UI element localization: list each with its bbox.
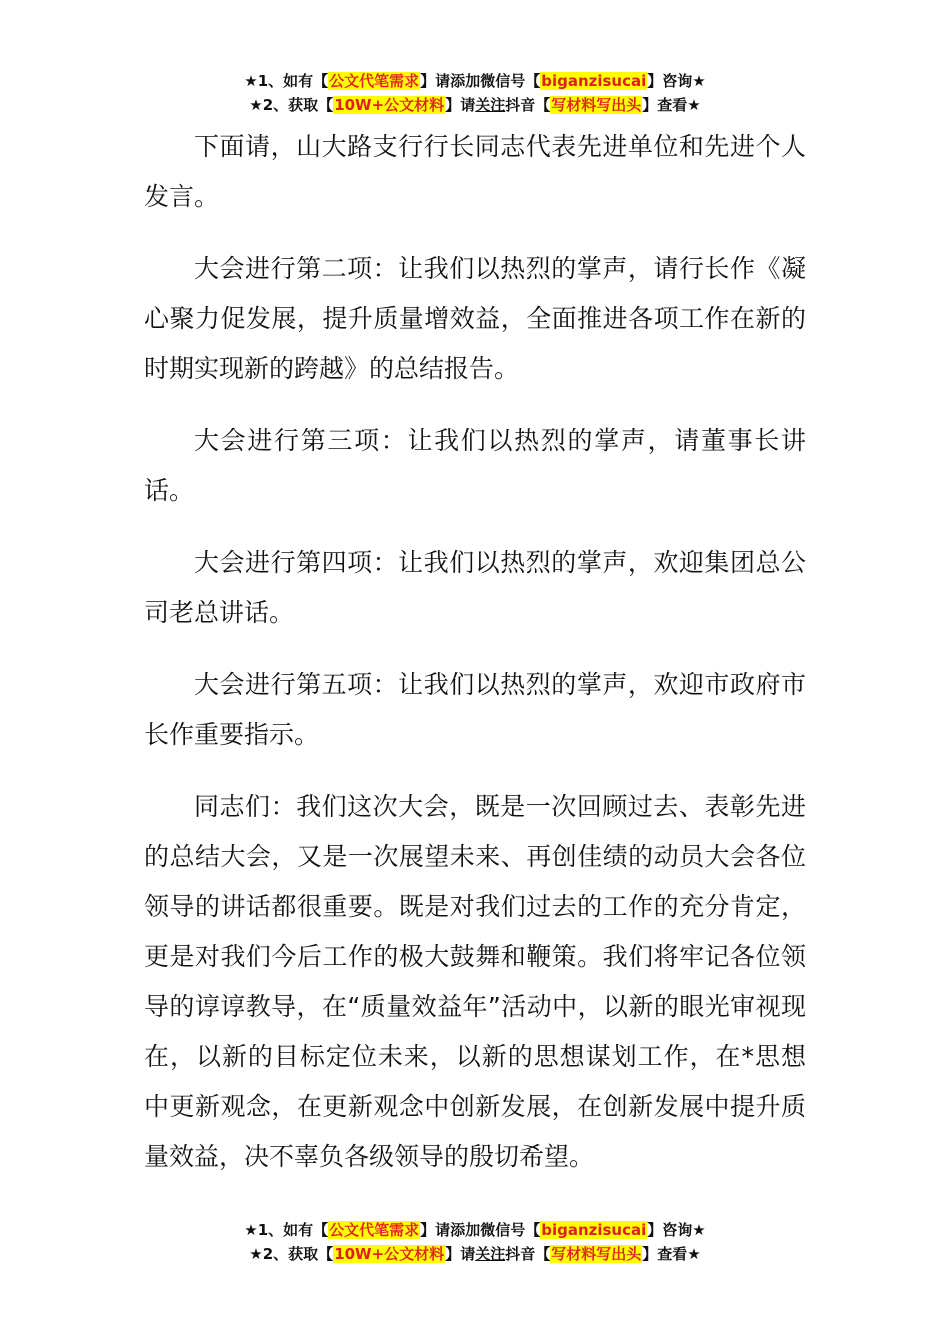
paragraph: 大会进行第二项：让我们以热烈的掌声，请行长作《凝心聚力促发展，提升质量增效益，全面推进各项工作在新的时期实现新的跨越》的总结报告。: [144, 254, 806, 383]
document-body: [144, 122, 806, 1204]
banner-text: 】请: [445, 1245, 476, 1263]
banner-text: ★2、获取【: [249, 96, 334, 114]
banner-text: 】查看★: [642, 1245, 701, 1263]
banner-text: ★1、如有【: [244, 72, 329, 90]
banner-text: 抖音【: [505, 96, 551, 114]
banner-text: 】请添: [420, 72, 466, 90]
paragraph: 大会进行第三项：让我们以热烈的掌声，请董事长讲话。: [144, 426, 806, 505]
banner-text: 】咨询★: [647, 72, 706, 90]
paragraph: 大会进行第四项：让我们以热烈的掌声，欢迎集团总公司老总讲话。: [144, 548, 806, 627]
banner-text: 】请: [445, 96, 476, 114]
highlight-materials: 10W+公文材料: [334, 96, 445, 114]
header-banner: [0, 69, 950, 117]
highlight-ghostwriting: 公文代笔需求: [329, 1221, 420, 1239]
banner-text: 加: [465, 1221, 481, 1239]
highlight-wechat-id: biganzisucai: [541, 1221, 647, 1239]
paragraph: 下面请，山大路支行行长同志代表先进单位和先进个人发言。: [144, 132, 806, 211]
banner-text: ★1、如有【: [244, 1221, 329, 1239]
banner-text: 】查看★: [642, 96, 701, 114]
highlight-ghostwriting: 公文代笔需求: [329, 72, 420, 90]
highlight-douyin: 写材料写出头: [551, 1245, 642, 1263]
highlight-wechat-id: biganzisucai: [541, 72, 647, 90]
banner-line-1: [0, 1218, 950, 1242]
highlight-douyin: 写材料写出头: [551, 96, 642, 114]
banner-text: 关注: [475, 1245, 506, 1263]
banner-text: 】咨询★: [647, 1221, 706, 1239]
banner-text: 微信号【: [480, 1221, 541, 1239]
banner-line-2: [0, 93, 950, 117]
banner-line-1: [0, 69, 950, 93]
paragraph: 同志们：我们这次大会，既是一次回顾过去、表彰先进的总结大会，又是一次展望未来、再创佳绩的动员大会各位领导的讲话都很重要。既是对我们过去的工作的充分肯定，更是对我们今后工作的极大鼓舞和鞭策。我们将牢记各位领导的谆谆教导，在“质量效益年”活动中，以新的眼光审视现在，以新的目标定位未来，以新的思想谋划工作，在*思想中更新观念，在更新观念中创新发展，在创新发展中提升质量效益，决不辜负各级领导的殷切希望。: [144, 792, 806, 1171]
banner-text: 加: [465, 72, 481, 90]
banner-text: 抖音【: [505, 1245, 551, 1263]
banner-text: 关注: [475, 96, 506, 114]
highlight-materials: 10W+公文材料: [334, 1245, 445, 1263]
banner-text: 微信号【: [480, 72, 541, 90]
paragraph: 大会进行第五项：让我们以热烈的掌声，欢迎市政府市长作重要指示。: [144, 670, 806, 749]
banner-text: ★2、获取【: [249, 1245, 334, 1263]
banner-text: 】请添: [420, 1221, 466, 1239]
footer-banner: [0, 1218, 950, 1266]
banner-line-2: [0, 1242, 950, 1266]
